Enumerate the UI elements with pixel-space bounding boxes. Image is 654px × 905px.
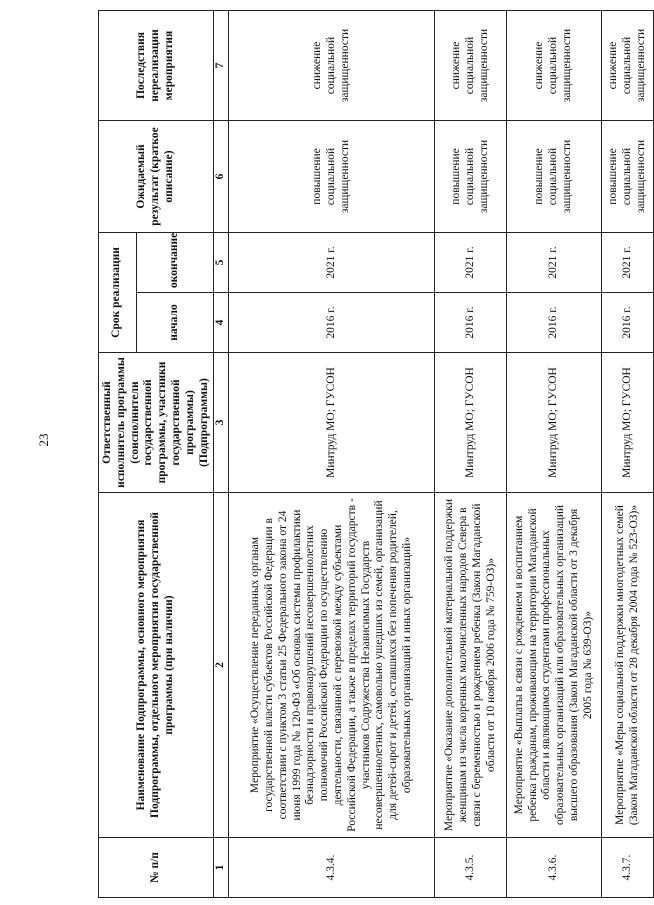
header-result: Ожидаемый результат (краткое описание) — [99, 120, 214, 232]
column-number: 6 — [214, 120, 229, 232]
table-row — [229, 10, 435, 897]
row-start: 2016 г. — [602, 293, 654, 353]
row-executor: Минтруд МО; ГУСОН — [435, 353, 507, 493]
row-end: 2021 г. — [229, 232, 435, 292]
column-number: 1 — [214, 838, 229, 898]
table-row — [435, 10, 507, 897]
row-consequences: снижение социальной защищенности — [507, 10, 602, 120]
row-executor: Минтруд МО; ГУСОН — [229, 353, 435, 493]
row-end: 2021 г. — [435, 232, 507, 292]
column-number: 2 — [214, 493, 229, 838]
rotated-table-container — [98, 11, 647, 898]
row-executor: Минтруд МО; ГУСОН — [507, 353, 602, 493]
column-number: 5 — [214, 232, 229, 292]
row-consequences: снижение социальной защищенности — [435, 10, 507, 120]
table-row — [602, 10, 654, 897]
header-consequences: Последствия нереализации мероприятия — [99, 10, 214, 120]
row-end: 2021 г. — [602, 232, 654, 292]
row-consequences: снижение социальной защищенности — [229, 10, 435, 120]
row-num: 4.3.6. — [507, 838, 602, 898]
measures-table — [98, 10, 654, 898]
row-consequences: снижение социальной защищенности — [602, 10, 654, 120]
row-name: Мероприятие «Меры социальной поддержки многодетных семей (Закон Магаданской области от 28 декабря 2004 года № 523-ОЗ)» — [602, 493, 654, 838]
header-start: начало — [136, 293, 214, 353]
column-number: 3 — [214, 353, 229, 493]
page-number: 23 — [36, 433, 51, 447]
row-result: повышение социальной защищенности — [229, 120, 435, 232]
header-period: Срок реализации — [99, 232, 137, 352]
header-executor: Ответственный исполнитель программы (соисполнители государственной программы, участники государственной программы) (Подпрограммы) — [99, 353, 214, 493]
row-name: Мероприятие «Оказание дополнительной материальной поддержки женщинам из числа коренных малочисленных народов Севера в связи с беременностью и рождением ребенка (Закон Магаданской области от 10 ноября 2006 года № 759-ОЗ)» — [435, 493, 507, 838]
row-num: 4.3.7. — [602, 838, 654, 898]
row-result: повышение социальной защищенности — [507, 120, 602, 232]
column-number: 4 — [214, 293, 229, 353]
table-row — [507, 10, 602, 897]
row-result: повышение социальной защищенности — [602, 120, 654, 232]
row-name: Мероприятие «Выплаты в связи с рождением и воспитанием ребенка гражданам, проживающим на территории Магаданской области и являющимся студентами профессиональных образовательных организаций или образовательных организаций высшего образования (Закон Магаданской области от 3 декабря 2005 года № 639-ОЗ)» — [507, 493, 602, 838]
row-result: повышение социальной защищенности — [435, 120, 507, 232]
header-num: № п/п — [99, 838, 214, 898]
row-start: 2016 г. — [229, 293, 435, 353]
row-num: 4.3.4. — [229, 838, 435, 898]
row-start: 2016 г. — [435, 293, 507, 353]
column-number: 7 — [214, 10, 229, 120]
row-start: 2016 г. — [507, 293, 602, 353]
row-end: 2021 г. — [507, 232, 602, 292]
header-name: Наименование Подпрограммы, основного мероприятия Подпрограммы, отдельного мероприятия государственной программы (при наличии) — [99, 493, 214, 838]
row-executor: Минтруд МО; ГУСОН — [602, 353, 654, 493]
header-end: окончание — [136, 232, 214, 292]
row-num: 4.3.5. — [435, 838, 507, 898]
row-name: Мероприятие «Осуществление переданных органам государственной власти субъектов Российской Федерации в соответствии с пунктом 3 статьи 25 Федерального закона от 24 июня 1999 года № 120-ФЗ «Об основах системы профилактики безнадзорности и правонарушений несовершеннолетних полномочий Российской Федерации по осуществлению деятельности, связанной с перевозкой между субъектами Российской Федерации, а также в пределах территорий государств - участников Содружества Независимых Государств несовершеннолетних, самовольно ушедших из семей, организаций для детей-сирот и детей, оставшихся без попечения родителей, образовательных организаций и иных организаций» — [229, 493, 435, 838]
